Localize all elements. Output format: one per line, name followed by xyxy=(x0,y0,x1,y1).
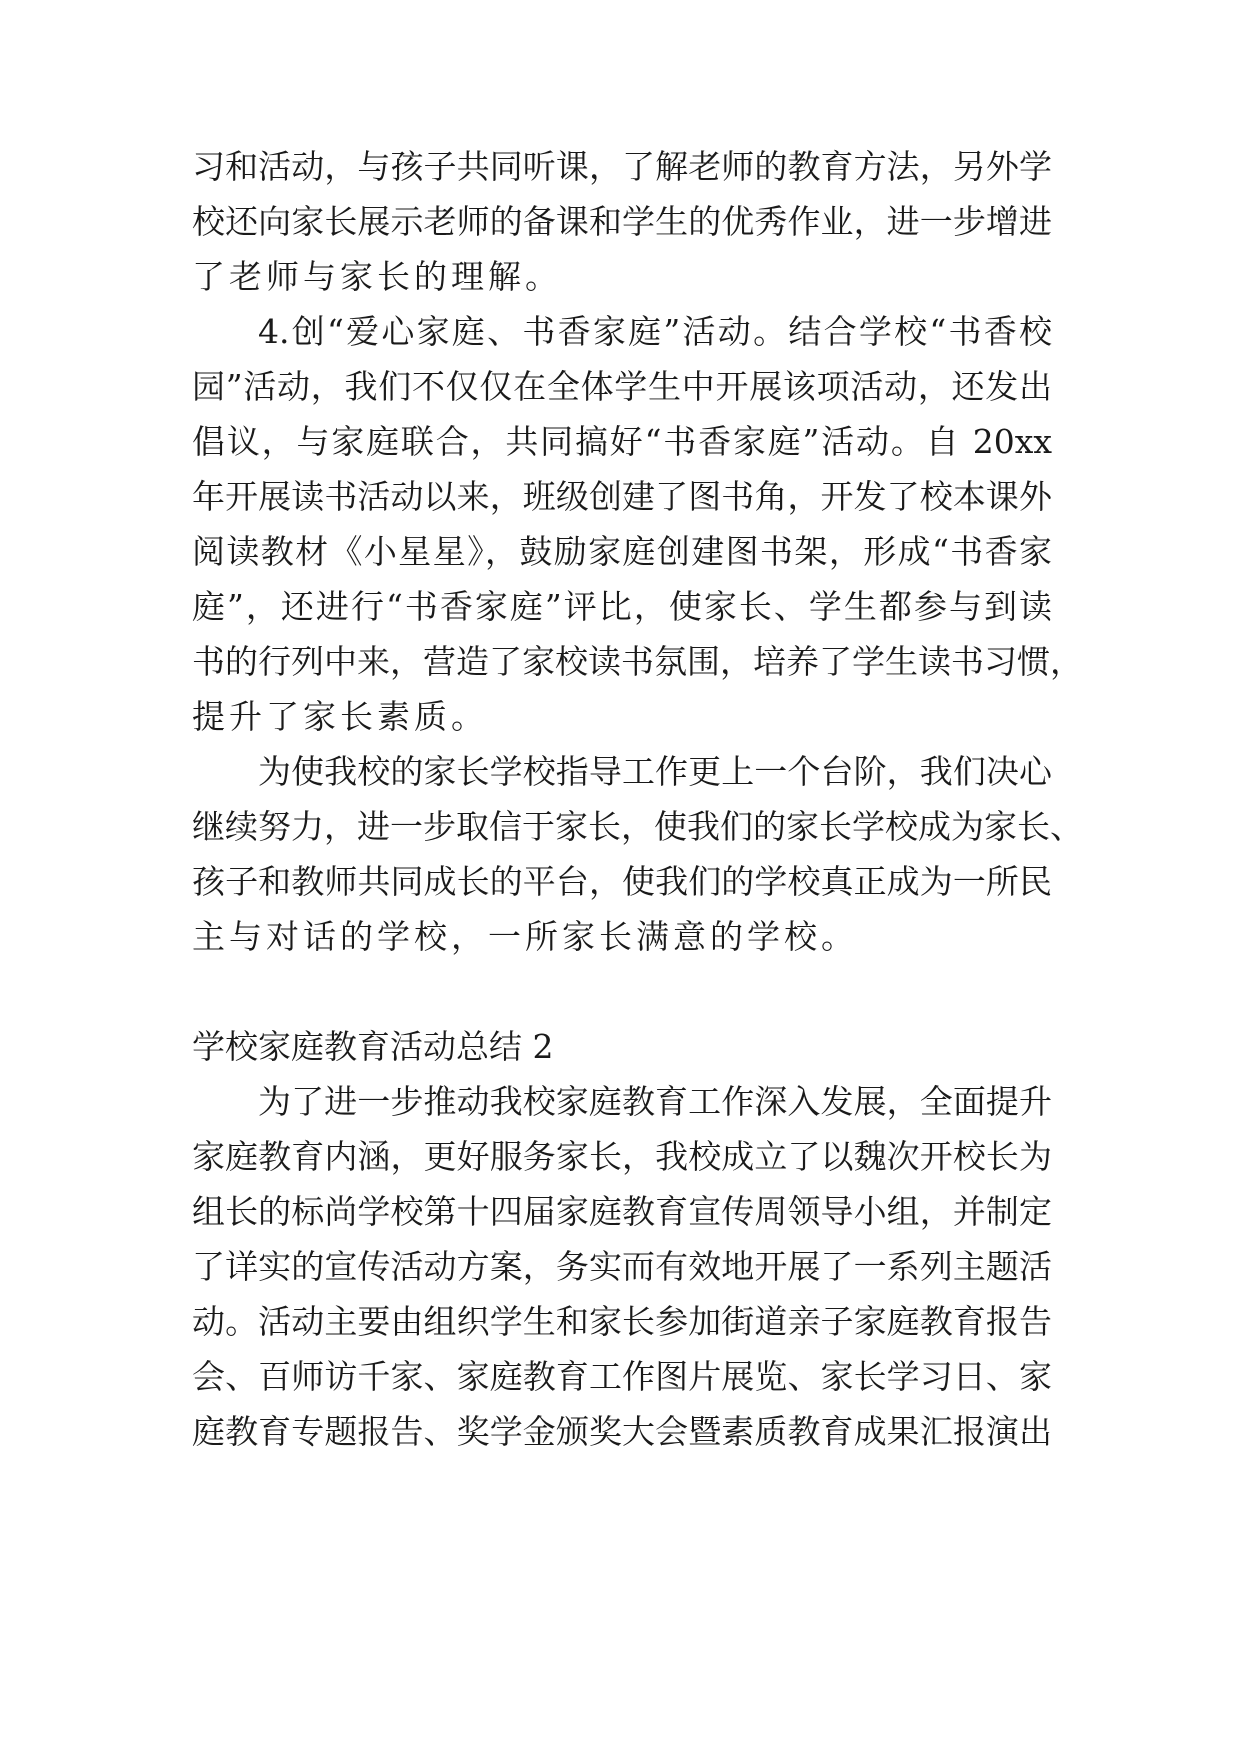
text-line: 倡议，与家庭联合，共同搞好“书香家庭”活动。自 20xx xyxy=(192,422,1052,461)
text-line: 了详实的宣传活动方案，务实而有效地开展了一系列主题活 xyxy=(192,1247,1052,1286)
text-line: 年开展读书活动以来，班级创建了图书角，开发了校本课外 xyxy=(192,477,1052,516)
text-line: 提升了家长素质。 xyxy=(192,697,488,736)
text-line: 为使我校的家长学校指导工作更上一个台阶，我们决心 xyxy=(258,752,1052,791)
text-line: 庭”，还进行“书香家庭”评比，使家长、学生都参与到读 xyxy=(192,587,1052,626)
text-line: 动。活动主要由组织学生和家长参加街道亲子家庭教育报告 xyxy=(192,1302,1052,1341)
text-line: 了老师与家长的理解。 xyxy=(192,257,562,296)
text-line: 会、百师访千家、家庭教育工作图片展览、家长学习日、家 xyxy=(192,1357,1052,1396)
text-line: 家庭教育内涵，更好服务家长，我校成立了以魏次开校长为 xyxy=(192,1137,1052,1176)
section-heading: 学校家庭教育活动总结 2 xyxy=(192,1027,554,1066)
text-line: 习和活动，与孩子共同听课，了解老师的教育方法，另外学 xyxy=(192,147,1052,186)
text-line: 校还向家长展示老师的备课和学生的优秀作业，进一步增进 xyxy=(192,202,1052,241)
text-line: 为了进一步推动我校家庭教育工作深入发展，全面提升 xyxy=(258,1082,1052,1121)
text-line: 孩子和教师共同成长的平台，使我们的学校真正成为一所民 xyxy=(192,862,1052,901)
text-line: 阅读教材《小星星》，鼓励家庭创建图书架，形成“书香家 xyxy=(192,532,1052,571)
text-line: 组长的标尚学校第十四届家庭教育宣传周领导小组，并制定 xyxy=(192,1192,1052,1231)
text-line: 园”活动，我们不仅仅在全体学生中开展该项活动，还发出 xyxy=(192,367,1052,406)
text-line: 主与对话的学校，一所家长满意的学校。 xyxy=(192,917,858,956)
text-line: 继续努力，进一步取信于家长，使我们的家长学校成为家长、 xyxy=(192,807,1083,846)
text-line: 庭教育专题报告、奖学金颁奖大会暨素质教育成果汇报演出 xyxy=(192,1412,1052,1451)
text-line: 4.创“爱心家庭、书香家庭”活动。结合学校“书香校 xyxy=(258,312,1052,351)
text-line: 书的行列中来，营造了家校读书氛围，培养了学生读书习惯， xyxy=(192,642,1083,681)
